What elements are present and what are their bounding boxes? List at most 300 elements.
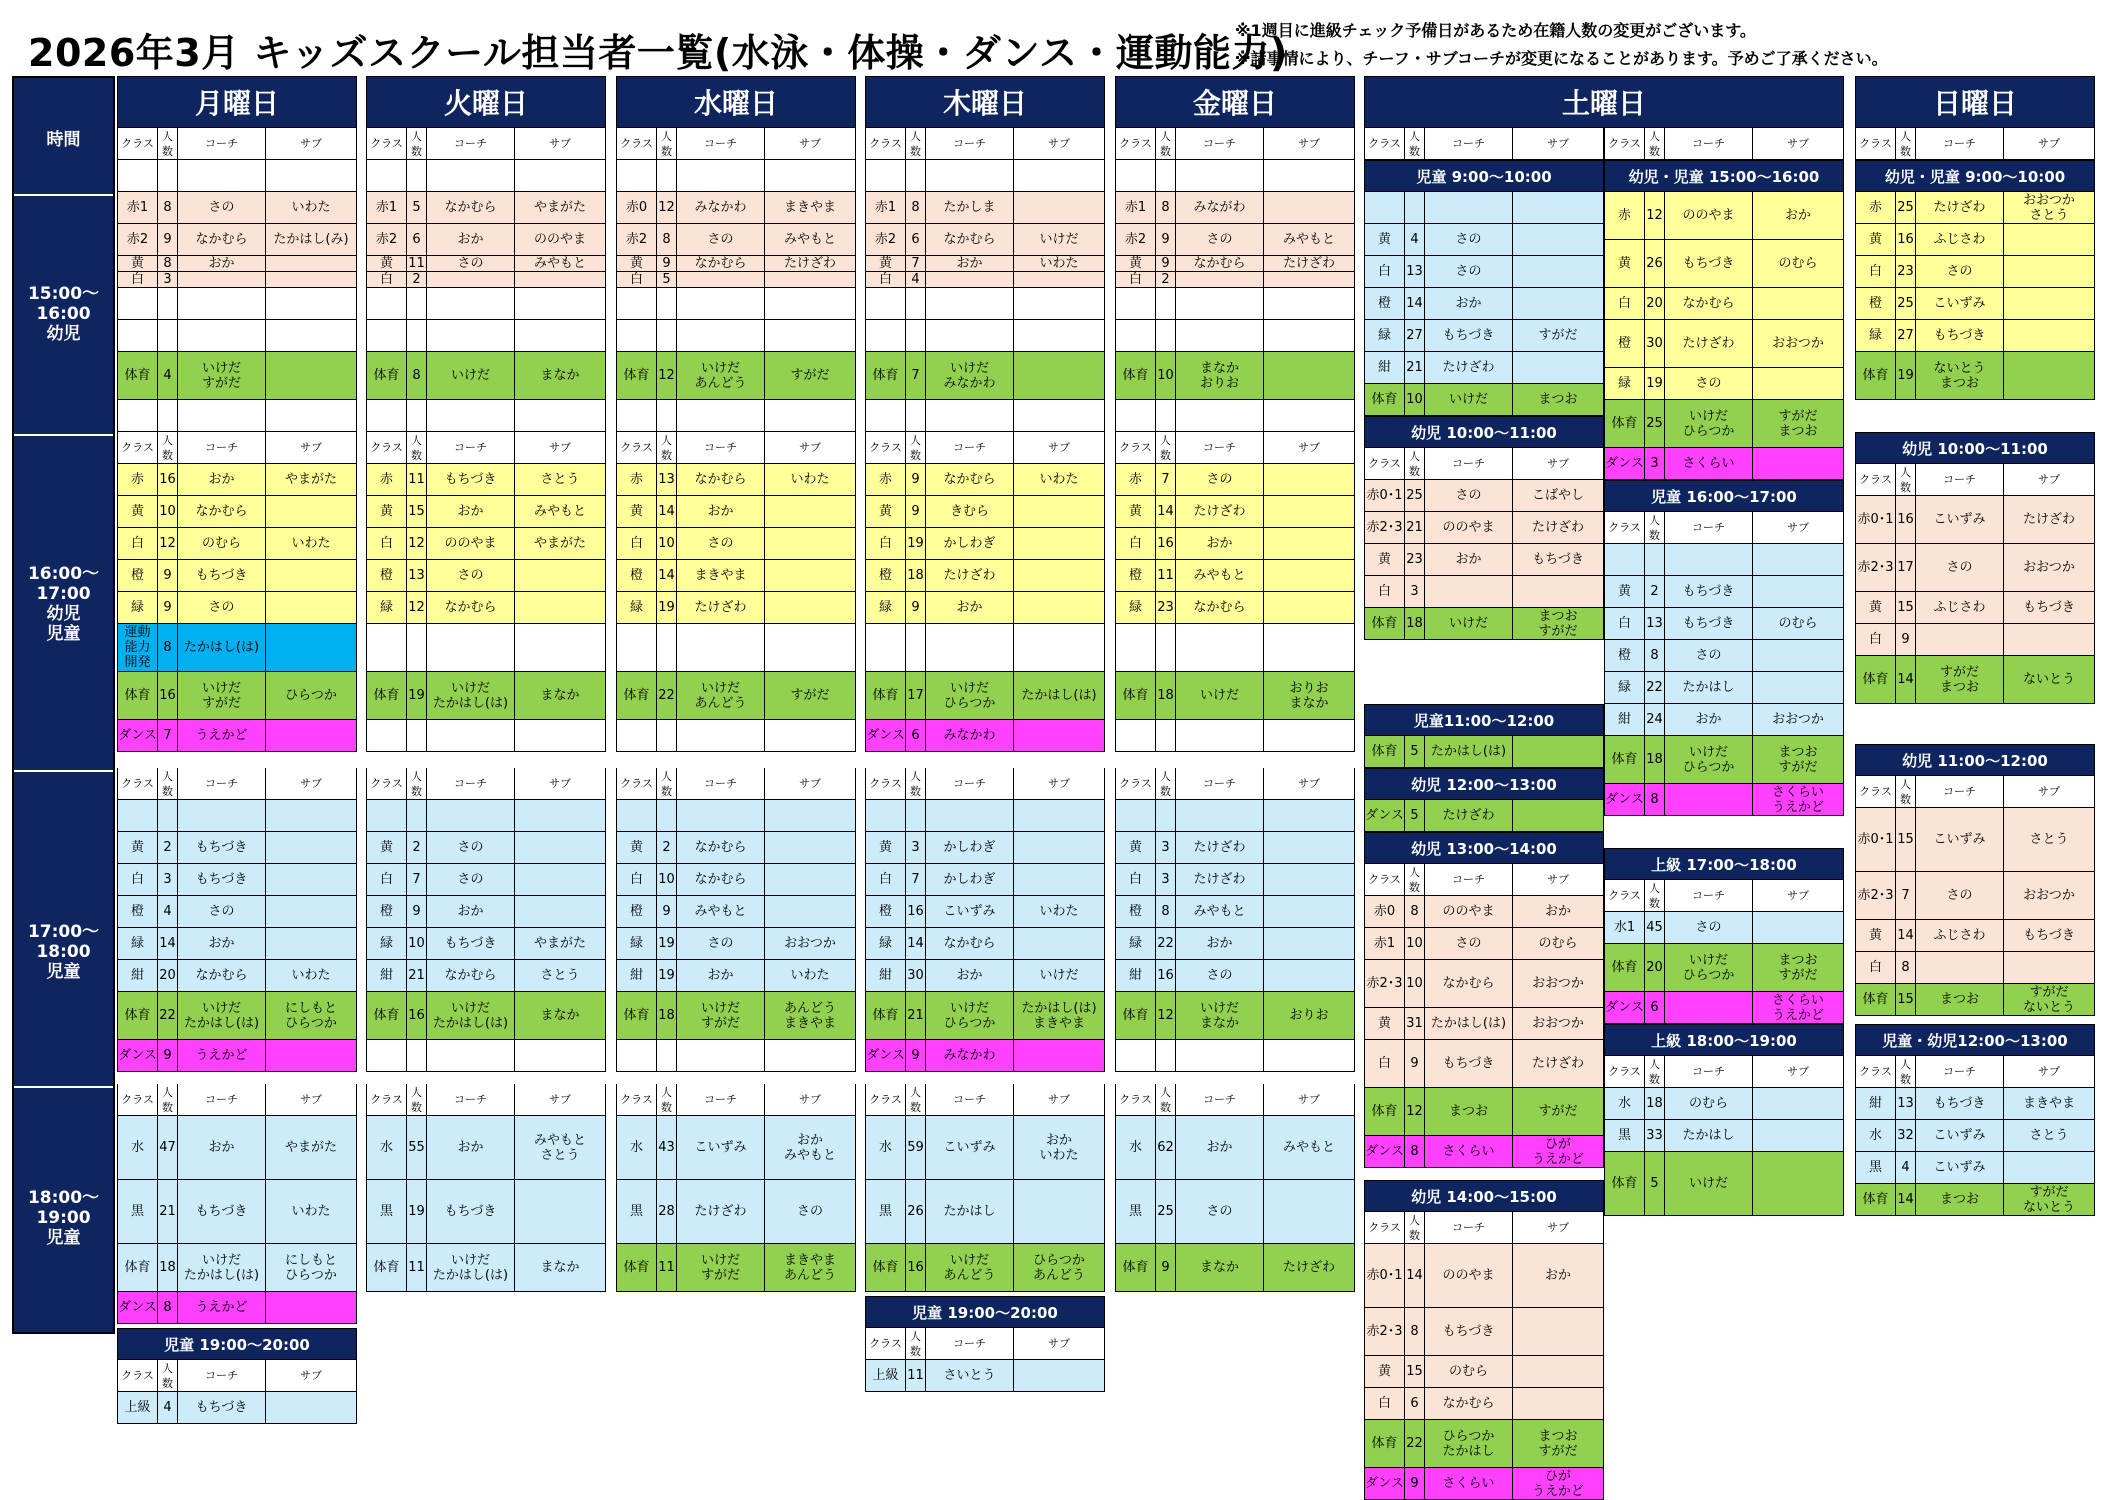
table-row — [117, 992, 357, 1040]
coach-cell: なかむら — [677, 464, 765, 495]
sub-coach-cell — [1264, 320, 1354, 351]
count-cell: 12 — [407, 592, 427, 623]
table-header-row — [1115, 128, 1355, 160]
sub-coach-cell: ひが うえかど — [1531, 1136, 1584, 1167]
sub-coach-cell: みやもと — [1282, 232, 1335, 247]
coach-cell: もちづき — [1665, 608, 1753, 639]
table-row — [1604, 912, 1844, 944]
schedule-block — [1115, 432, 1355, 752]
table-row — [1115, 528, 1355, 560]
table-header-row — [1364, 128, 1604, 160]
count-cell: 30 — [1645, 320, 1665, 367]
sub-coach-cell: おおつか — [1532, 976, 1584, 991]
count-cell: 16 — [906, 896, 926, 927]
table-row — [1364, 1356, 1604, 1388]
class-cell: 黄 — [1116, 496, 1156, 527]
table-row — [366, 528, 606, 560]
sub-coach-cell — [515, 160, 605, 191]
coach-cell: いけだ たかはし(は) — [178, 1244, 266, 1291]
count-cell: 20 — [1645, 944, 1665, 991]
sub-coach-cell — [1264, 1040, 1354, 1071]
coach-cell: コーチ — [1916, 1056, 2004, 1087]
coach-cell: みやもと — [1176, 896, 1264, 927]
coach-cell: こいずみ — [1916, 1152, 2004, 1183]
coach-cell: コーチ — [1665, 1056, 1753, 1087]
class-cell: 水 — [866, 1116, 906, 1179]
table-row — [1115, 496, 1355, 528]
class-cell — [1605, 544, 1645, 575]
sub-coach-cell: みやもと — [533, 256, 586, 271]
table-row — [1364, 1468, 1604, 1500]
table-row — [616, 464, 856, 496]
coach-cell: なかむら — [926, 928, 1014, 959]
class-cell — [866, 288, 906, 319]
count-cell: 人数 — [1896, 776, 1916, 807]
sub-coach-cell: サブ — [549, 1093, 571, 1106]
class-cell: 体育 — [1856, 984, 1896, 1015]
coach-cell — [1176, 800, 1264, 831]
sub-coach-cell — [515, 560, 605, 591]
class-cell: 黄 — [118, 832, 158, 863]
class-cell: ダンス — [1365, 800, 1405, 831]
sub-coach-cell — [1264, 928, 1354, 959]
count-cell: 9 — [657, 896, 677, 927]
sub-coach-cell — [2004, 224, 2094, 255]
sub-coach-cell — [1264, 1180, 1354, 1243]
class-cell: 橙 — [367, 560, 407, 591]
table-header-row — [865, 768, 1105, 800]
sub-coach-cell — [1264, 352, 1354, 399]
schedule-block — [117, 1084, 357, 1324]
coach-cell: たけざわ — [1176, 496, 1264, 527]
count-cell — [407, 288, 427, 319]
table-row — [1364, 256, 1604, 288]
class-cell: 黄 — [367, 832, 407, 863]
table-row — [865, 720, 1105, 752]
coach-cell — [1425, 192, 1513, 223]
count-cell: 3 — [1156, 864, 1176, 895]
sub-coach-cell: おおつか — [784, 936, 836, 951]
class-cell: ダンス — [866, 720, 906, 751]
table-row — [1604, 944, 1844, 992]
table-row — [1855, 192, 2095, 224]
count-cell: 7 — [158, 720, 178, 751]
count-cell: 11 — [657, 1244, 677, 1291]
count-cell — [657, 1040, 677, 1071]
session-header: 児童 16:00～17:00 — [1604, 480, 1844, 512]
table-row — [1604, 400, 1844, 448]
schedule-block — [1115, 128, 1355, 432]
table-header-row — [1115, 1084, 1355, 1116]
sub-coach-cell — [1264, 192, 1354, 223]
sub-coach-cell: すがだ ないとう — [2022, 984, 2075, 1015]
class-cell: クラス — [367, 768, 407, 799]
coach-cell: おか — [427, 224, 515, 255]
schedule-block — [865, 128, 1105, 432]
coach-cell — [677, 800, 765, 831]
count-cell: 10 — [657, 528, 677, 559]
sub-coach-cell: おか — [1784, 208, 1811, 223]
table-row — [865, 992, 1105, 1040]
coach-cell: たけざわ — [1916, 192, 2004, 223]
coach-cell: コーチ — [178, 768, 266, 799]
class-cell: クラス — [1605, 512, 1645, 543]
class-cell — [617, 288, 657, 319]
coach-cell: みやもと — [1176, 560, 1264, 591]
count-cell: 人数 — [906, 128, 926, 159]
class-cell: 橙 — [1116, 560, 1156, 591]
sub-coach-cell: サブ — [799, 1093, 821, 1106]
sub-coach-cell: サブ — [300, 1369, 322, 1382]
sub-coach-cell — [1264, 288, 1354, 319]
sub-coach-cell — [1264, 864, 1354, 895]
class-cell — [118, 288, 158, 319]
table-row — [1364, 288, 1604, 320]
count-cell: 13 — [1645, 608, 1665, 639]
count-cell: 3 — [158, 272, 178, 287]
count-cell: 19 — [407, 1180, 427, 1243]
schedule-block — [1364, 128, 1604, 160]
schedule-block — [366, 128, 606, 432]
class-cell: 緑 — [1365, 320, 1405, 351]
class-cell — [617, 320, 657, 351]
table-row — [1115, 400, 1355, 432]
table-row — [1115, 832, 1355, 864]
sub-coach-cell: いけだ — [1039, 232, 1079, 247]
count-cell: 21 — [407, 960, 427, 991]
table-row — [865, 592, 1105, 624]
coach-cell: たけざわ — [1425, 352, 1513, 383]
sub-coach-cell — [1264, 800, 1354, 831]
sub-coach-cell — [515, 624, 605, 671]
sub-coach-cell — [1264, 528, 1354, 559]
table-row — [117, 352, 357, 400]
table-row — [1115, 864, 1355, 896]
class-cell: 赤 — [118, 464, 158, 495]
class-cell: 赤1 — [367, 192, 407, 223]
schedule-block — [1115, 768, 1355, 1072]
coach-cell: おか — [178, 256, 266, 271]
table-row — [1604, 240, 1844, 288]
count-cell — [657, 400, 677, 431]
sub-coach-cell — [1264, 832, 1354, 863]
sub-coach-cell — [266, 928, 356, 959]
coach-cell: さくらい — [1425, 1468, 1513, 1499]
coach-cell: おか — [926, 592, 1014, 623]
table-row — [1364, 1308, 1604, 1356]
coach-cell — [178, 320, 266, 351]
table-row — [117, 560, 357, 592]
sub-coach-cell — [266, 256, 356, 271]
count-cell: 人数 — [158, 128, 178, 159]
class-cell: 緑 — [367, 592, 407, 623]
class-cell: 白 — [1116, 528, 1156, 559]
table-row — [1855, 920, 2095, 952]
session-header: 幼児・児童 15:00～16:00 — [1604, 160, 1844, 192]
sub-coach-cell — [1264, 896, 1354, 927]
count-cell — [906, 624, 926, 671]
day-header: 月曜日 — [117, 76, 357, 128]
class-cell: 白 — [617, 528, 657, 559]
coach-cell: さの — [1176, 1180, 1264, 1243]
class-cell — [617, 624, 657, 671]
coach-cell: おか — [427, 896, 515, 927]
sub-coach-cell — [1264, 960, 1354, 991]
table-row — [1604, 608, 1844, 640]
sub-coach-cell — [1753, 1120, 1843, 1151]
class-cell: 白 — [1856, 256, 1896, 287]
class-cell: 白 — [1116, 272, 1156, 287]
class-cell: 黄 — [617, 496, 657, 527]
coach-cell: いけだ すがだ — [677, 1244, 765, 1291]
class-cell: クラス — [1856, 464, 1896, 495]
coach-cell: コーチ — [677, 432, 765, 463]
table-row — [366, 720, 606, 752]
coach-cell: コーチ — [1176, 432, 1264, 463]
coach-cell: さくらい — [1425, 1136, 1513, 1167]
count-cell: 16 — [1896, 496, 1916, 543]
count-cell — [906, 800, 926, 831]
sub-coach-cell: サブ — [300, 777, 322, 790]
coach-cell: うえかど — [178, 720, 266, 751]
coach-cell: もちづき — [178, 560, 266, 591]
coach-cell: もちづき — [427, 464, 515, 495]
coach-cell: おか — [178, 464, 266, 495]
class-cell — [367, 288, 407, 319]
coach-cell: コーチ — [427, 432, 515, 463]
coach-cell: なかむら — [1425, 960, 1513, 1007]
sub-coach-cell: ないとう — [2022, 672, 2075, 687]
count-cell: 26 — [1645, 240, 1665, 287]
class-cell: 黄 — [1365, 224, 1405, 255]
table-header-row — [1855, 128, 2095, 160]
class-cell: 緑 — [1856, 320, 1896, 351]
table-row — [616, 528, 856, 560]
sub-coach-cell — [515, 1040, 605, 1071]
schedule-block — [865, 1296, 1105, 1392]
class-cell: 赤1 — [866, 192, 906, 223]
class-cell: 赤2 — [367, 224, 407, 255]
coach-cell: おか — [677, 496, 765, 527]
coach-cell: もちづき — [1425, 320, 1513, 351]
count-cell: 3 — [1645, 448, 1665, 479]
table-row — [366, 224, 606, 256]
coach-cell: おか — [1425, 544, 1513, 575]
coach-cell: おか — [1665, 704, 1753, 735]
sub-coach-cell — [515, 720, 605, 751]
coach-cell: いけだ たかはし(は) — [427, 1244, 515, 1291]
sub-coach-cell — [515, 832, 605, 863]
coach-cell: のむら — [1665, 1088, 1753, 1119]
sub-coach-cell: もちづき — [2023, 600, 2075, 615]
count-cell — [657, 320, 677, 351]
class-cell — [1116, 400, 1156, 431]
table-row — [616, 1040, 856, 1072]
coach-cell — [427, 720, 515, 751]
class-cell: 緑 — [367, 928, 407, 959]
sub-coach-cell: たけざわ — [1282, 1260, 1335, 1275]
sub-coach-cell — [266, 1292, 356, 1323]
sub-coach-cell — [1264, 592, 1354, 623]
class-cell: 白 — [1365, 1040, 1405, 1087]
coach-cell: コーチ — [178, 1360, 266, 1391]
count-cell — [1156, 800, 1176, 831]
count-cell: 17 — [906, 672, 926, 719]
coach-cell: おか — [677, 960, 765, 991]
schedule-block — [1364, 704, 1604, 768]
count-cell: 21 — [906, 992, 926, 1039]
count-cell: 人数 — [1405, 128, 1425, 159]
table-row — [366, 832, 606, 864]
count-cell: 9 — [158, 224, 178, 255]
count-cell: 14 — [657, 496, 677, 527]
class-cell: クラス — [866, 1328, 906, 1359]
coach-cell — [1176, 624, 1264, 671]
class-cell: 橙 — [866, 560, 906, 591]
count-cell: 6 — [906, 720, 926, 751]
class-cell: 紺 — [1116, 960, 1156, 991]
day-column-tuesday — [366, 76, 606, 1283]
class-cell: 体育 — [1605, 1152, 1645, 1215]
coach-cell: なかむら — [427, 592, 515, 623]
class-cell: 赤 — [866, 464, 906, 495]
class-cell: 緑 — [866, 928, 906, 959]
count-cell: 人数 — [1405, 448, 1425, 479]
coach-cell: さの — [1916, 256, 2004, 287]
class-cell: 黄 — [367, 256, 407, 271]
sub-coach-cell: やまがた — [533, 200, 586, 215]
count-cell: 9 — [906, 592, 926, 623]
count-cell: 55 — [407, 1116, 427, 1179]
sub-coach-cell: サブ — [1298, 777, 1320, 790]
coach-cell: コーチ — [1176, 768, 1264, 799]
coach-cell: いけだ — [1425, 384, 1513, 415]
count-cell: 人数 — [1156, 768, 1176, 799]
table-row — [865, 928, 1105, 960]
coach-cell: さの — [677, 528, 765, 559]
table-row — [1115, 992, 1355, 1040]
table-row — [865, 832, 1105, 864]
sub-coach-cell — [1014, 1040, 1104, 1071]
sub-coach-cell: やまがた — [284, 472, 337, 487]
sub-coach-cell — [1264, 160, 1354, 191]
sub-coach-cell: まなか — [540, 1008, 580, 1023]
table-header-row — [865, 432, 1105, 464]
session-header: 児童 19:00～20:00 — [117, 1328, 357, 1360]
coach-cell: こいずみ — [1916, 1120, 2004, 1151]
table-row — [366, 320, 606, 352]
coach-cell: コーチ — [926, 128, 1014, 159]
page-title: 2026年3月 キッズスクール担当者一覧(水泳・体操・ダンス・運動能力) — [28, 31, 1288, 75]
sub-coach-cell: のむら — [1538, 936, 1578, 951]
sub-coach-cell: まつお — [1538, 392, 1578, 407]
count-cell: 12 — [1645, 192, 1665, 239]
coach-cell — [677, 1040, 765, 1071]
coach-cell: コーチ — [926, 1328, 1014, 1359]
count-cell: 11 — [407, 464, 427, 495]
coach-cell: まきやま — [677, 560, 765, 591]
table-header-row — [1604, 1056, 1844, 1088]
class-cell: 赤2･3 — [1856, 872, 1896, 919]
class-cell: 緑 — [118, 592, 158, 623]
class-cell: クラス — [1365, 864, 1405, 895]
schedule-block — [1855, 432, 2095, 704]
time-header: 時間 — [46, 130, 81, 150]
session-header: 幼児・児童 9:00～10:00 — [1855, 160, 2095, 192]
coach-cell — [677, 288, 765, 319]
coach-cell: いけだ — [427, 352, 515, 399]
sub-coach-cell: サブ — [2038, 1065, 2060, 1078]
table-row — [1855, 592, 2095, 624]
time-label-1800: 18:00～ 19:00 児童 — [27, 1188, 100, 1248]
coach-cell: こいずみ — [926, 896, 1014, 927]
class-cell: 黄 — [617, 256, 657, 271]
sub-coach-cell — [1753, 288, 1843, 319]
coach-cell: ふじさわ — [1916, 224, 2004, 255]
sub-coach-cell — [266, 288, 356, 319]
count-cell: 14 — [1896, 656, 1916, 703]
table-row — [1364, 736, 1604, 768]
class-cell: 上級 — [118, 1392, 158, 1423]
coach-cell: たけざわ — [1425, 800, 1513, 831]
count-cell: 2 — [1156, 272, 1176, 287]
sub-coach-cell — [1513, 352, 1603, 383]
schedule-block — [1855, 128, 2095, 160]
coach-cell: なかむら — [427, 960, 515, 991]
schedule-block — [1364, 1180, 1604, 1500]
class-cell: 体育 — [367, 352, 407, 399]
coach-cell: コーチ — [1916, 776, 2004, 807]
session-header: 児童 19:00～20:00 — [865, 1296, 1105, 1328]
day-header: 木曜日 — [865, 76, 1105, 128]
coach-cell: もちづき — [427, 1180, 515, 1243]
count-cell: 7 — [1156, 464, 1176, 495]
coach-cell: コーチ — [1916, 464, 2004, 495]
sub-coach-cell — [765, 320, 855, 351]
session-header: 幼児 11:00～12:00 — [1855, 744, 2095, 776]
coach-cell: いけだ すがだ — [178, 672, 266, 719]
table-row — [1364, 480, 1604, 512]
sub-coach-cell: サブ — [2038, 785, 2060, 798]
class-cell: 緑 — [866, 592, 906, 623]
table-row — [865, 256, 1105, 272]
class-cell: 白 — [1605, 288, 1645, 319]
coach-cell: いけだ ひらつか — [1665, 944, 1753, 991]
notice-line-2: ※諸事情により、チーフ・サブコーチが変更になることがあります。予めご了承ください。 — [1235, 49, 1888, 68]
coach-cell — [1176, 720, 1264, 751]
count-cell: 9 — [906, 496, 926, 527]
class-cell: ダンス — [866, 1040, 906, 1071]
sub-coach-cell: サブ — [1298, 1093, 1320, 1106]
count-cell — [1156, 160, 1176, 191]
sub-coach-cell — [515, 864, 605, 895]
sub-coach-cell: サブ — [1048, 777, 1070, 790]
class-cell: 橙 — [617, 560, 657, 591]
class-cell: 白 — [866, 864, 906, 895]
class-cell: 緑 — [1116, 928, 1156, 959]
count-cell: 9 — [1896, 624, 1916, 655]
coach-cell: おか — [427, 496, 515, 527]
class-cell: クラス — [367, 128, 407, 159]
coach-cell: みなかわ — [677, 192, 765, 223]
count-cell: 2 — [1645, 576, 1665, 607]
class-cell: 赤1 — [118, 192, 158, 223]
sub-coach-cell: いけだ — [1039, 968, 1079, 983]
table-row — [1115, 464, 1355, 496]
count-cell: 2 — [407, 272, 427, 287]
sub-coach-cell: たけざわ — [1282, 256, 1335, 271]
sub-coach-cell — [266, 320, 356, 351]
